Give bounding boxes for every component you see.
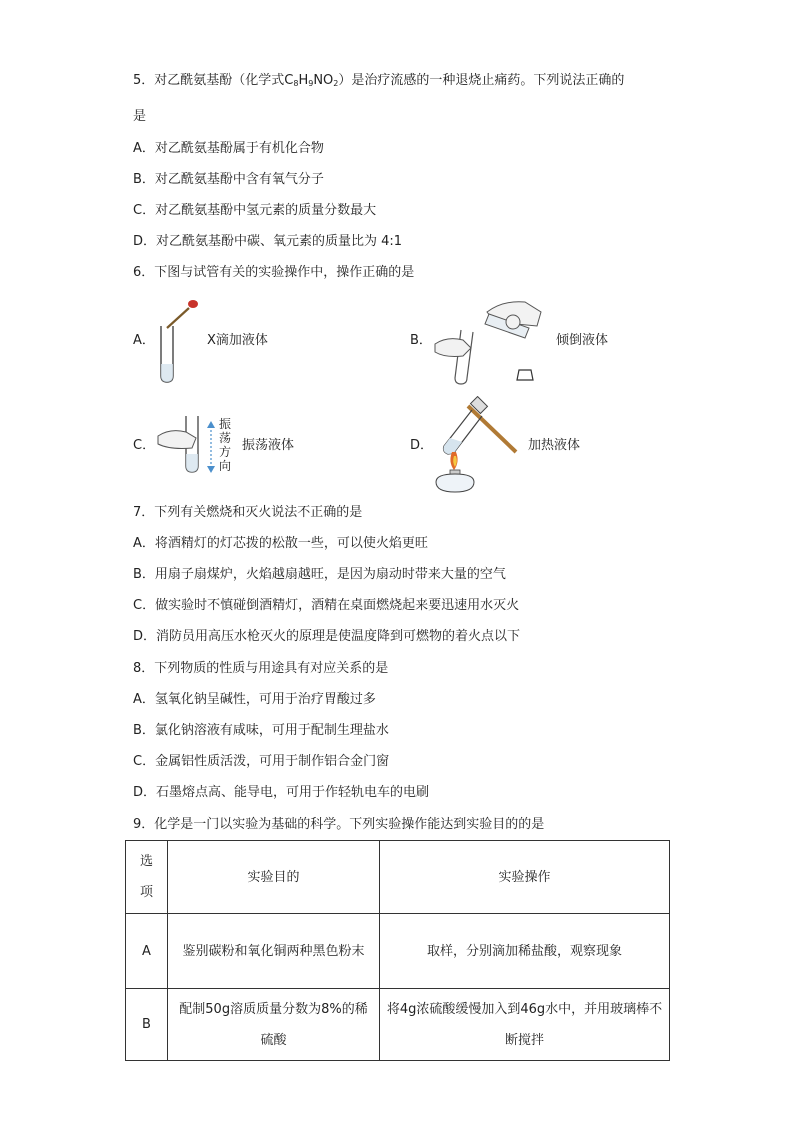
q6-option-d-letter: D．	[410, 438, 434, 453]
table-row	[126, 914, 670, 989]
q9-table	[125, 840, 670, 1061]
q8-option-c: C．金属铝性质活泼，可用于制作铝合金门窗	[133, 754, 390, 769]
table-header-goal: 实验目的	[168, 841, 380, 914]
q5-option-a: A．对乙酰氨基酚属于有机化合物	[133, 141, 324, 156]
table-cell-goal-text: 配制50g溶质质量分数为8%的稀硫酸	[179, 1001, 368, 1048]
q6-option-b-letter: B．	[410, 333, 432, 348]
q6-option-c-caption: 振荡液体	[242, 438, 295, 453]
q7-option-c: C．做实验时不慎碰倒酒精灯，酒精在桌面燃烧起来要迅速用水灭火	[133, 598, 520, 613]
q6-stem: 6．下图与试管有关的实验操作中，操作正确的是	[133, 265, 415, 280]
shake-direction-label: 振荡方向	[219, 417, 232, 473]
table-row	[126, 989, 670, 1061]
table-cell-operation	[380, 989, 670, 1061]
q6-option-a-letter: A．	[133, 333, 155, 348]
table-cell-option: B	[126, 989, 168, 1061]
table-cell-operation-text: 取样，分别滴加稀盐酸，观察现象	[426, 943, 622, 959]
table-header-option	[126, 841, 168, 914]
q5-option-c: C．对乙酰氨基酚中氢元素的质量分数最大	[133, 203, 377, 218]
q8-option-b: B．氯化钠溶液有咸味，可用于配制生理盐水	[133, 723, 389, 738]
dropper-over-test-tube-illustration	[155, 298, 200, 384]
q8-option-d: D．石墨熔点高、能导电，可用于作轻轨电车的电刷	[133, 785, 430, 800]
table-cell-operation	[380, 914, 670, 989]
q5-stem	[133, 72, 624, 93]
q5-sub: 2	[333, 79, 339, 88]
q5-option-d: D．对乙酰氨基酚中碳、氧元素的质量比为 4:1	[133, 234, 403, 249]
q6-option-c-letter: C．	[133, 438, 156, 453]
table-cell-operation-text: 将4g浓硫酸缓慢加入到46g水中，并用玻璃棒不断搅拌	[386, 1001, 663, 1048]
q5-stem-line2: 是	[133, 109, 147, 124]
table-cell-option: A	[126, 914, 168, 989]
table-cell-goal	[168, 989, 380, 1061]
q5-stem-text: NO	[313, 73, 334, 88]
q5-stem-text: 5．对乙酰氨基酚（化学式C	[133, 73, 294, 88]
q6-option-b-caption: 倾倒液体	[556, 333, 609, 348]
heating-test-tube-illustration	[428, 396, 520, 496]
shake-direction-arrow-icon	[206, 420, 216, 474]
q5-sub: 8	[293, 79, 299, 88]
q8-option-a: A．氢氧化钠呈碱性，可用于治疗胃酸过多	[133, 692, 376, 707]
q6-option-a-caption: X滴加液体	[207, 333, 268, 348]
q9-stem: 9．化学是一门以实验为基础的科学。下列实验操作能达到实验目的的是	[133, 817, 545, 832]
q8-stem: 8．下列物质的性质与用途具有对应关系的是	[133, 661, 389, 676]
shaking-test-tube-illustration	[156, 414, 208, 476]
table-cell-goal-text: 鉴别碳粉和氧化铜两种黑色粉末	[182, 943, 365, 959]
q5-stem-text: H	[298, 73, 309, 88]
q6-option-d-caption: 加热液体	[528, 438, 581, 453]
q7-stem: 7．下列有关燃烧和灭火说法不正确的是	[133, 505, 363, 520]
table-cell-goal	[168, 914, 380, 989]
pouring-liquid-illustration	[433, 292, 548, 387]
table-header-option-text: 选项	[139, 854, 153, 900]
q5-stem-text: ）是治疗流感的一种退烧止痛药。下列说法正确的	[338, 73, 625, 88]
q5-option-b: B．对乙酰氨基酚中含有氧气分子	[133, 172, 324, 187]
q5-sub: 9	[308, 79, 314, 88]
q7-option-a: A．将酒精灯的灯芯拨的松散一些，可以使火焰更旺	[133, 536, 428, 551]
q7-option-b: B．用扇子扇煤炉，火焰越扇越旺，是因为扇动时带来大量的空气	[133, 567, 506, 582]
table-header-operation: 实验操作	[380, 841, 670, 914]
table-header-row	[126, 841, 670, 914]
q7-option-d: D．消防员用高压水枪灭火的原理是使温度降到可燃物的着火点以下	[133, 629, 521, 644]
